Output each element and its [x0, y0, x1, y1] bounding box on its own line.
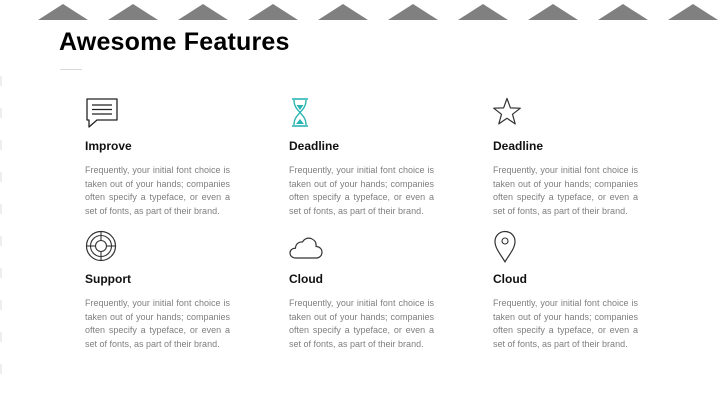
feature-heading: Cloud — [493, 272, 527, 286]
feature-description: Frequently, your initial font choice is taken out of your hands; companies often specify a typeface, or even a set of fonts, as part of their brand. — [85, 298, 230, 349]
star-icon — [493, 97, 529, 131]
feature-heading: Support — [85, 272, 131, 286]
feature-description: Frequently, your initial font choice is taken out of your hands; companies often specify a typeface, or even a set of fonts, as part of their brand. — [493, 165, 638, 216]
feature-heading: Cloud — [289, 272, 323, 286]
lifebuoy-icon — [85, 230, 121, 264]
title-underline — [60, 69, 82, 70]
feature-heading: Improve — [85, 139, 132, 153]
cloud-icon — [289, 230, 325, 264]
left-edge-marks — [0, 76, 2, 386]
hourglass-icon — [289, 97, 325, 131]
triangle-border-decoration — [0, 0, 721, 22]
feature-description: Frequently, your initial font choice is taken out of your hands; companies often specify a typeface, or even a set of fonts, as part of their brand. — [289, 165, 434, 216]
chat-bubble-icon — [85, 97, 121, 131]
map-pin-icon — [493, 230, 529, 264]
feature-description: Frequently, your initial font choice is taken out of your hands; companies often specify a typeface, or even a set of fonts, as part of their brand. — [289, 298, 434, 349]
feature-description: Frequently, your initial font choice is taken out of your hands; companies often specify a typeface, or even a set of fonts, as part of their brand. — [85, 165, 230, 216]
feature-heading: Deadline — [493, 139, 544, 153]
feature-heading: Deadline — [289, 139, 340, 153]
feature-description: Frequently, your initial font choice is taken out of your hands; companies often specify a typeface, or even a set of fonts, as part of their brand. — [493, 298, 638, 349]
page-title: Awesome Features — [59, 28, 290, 56]
